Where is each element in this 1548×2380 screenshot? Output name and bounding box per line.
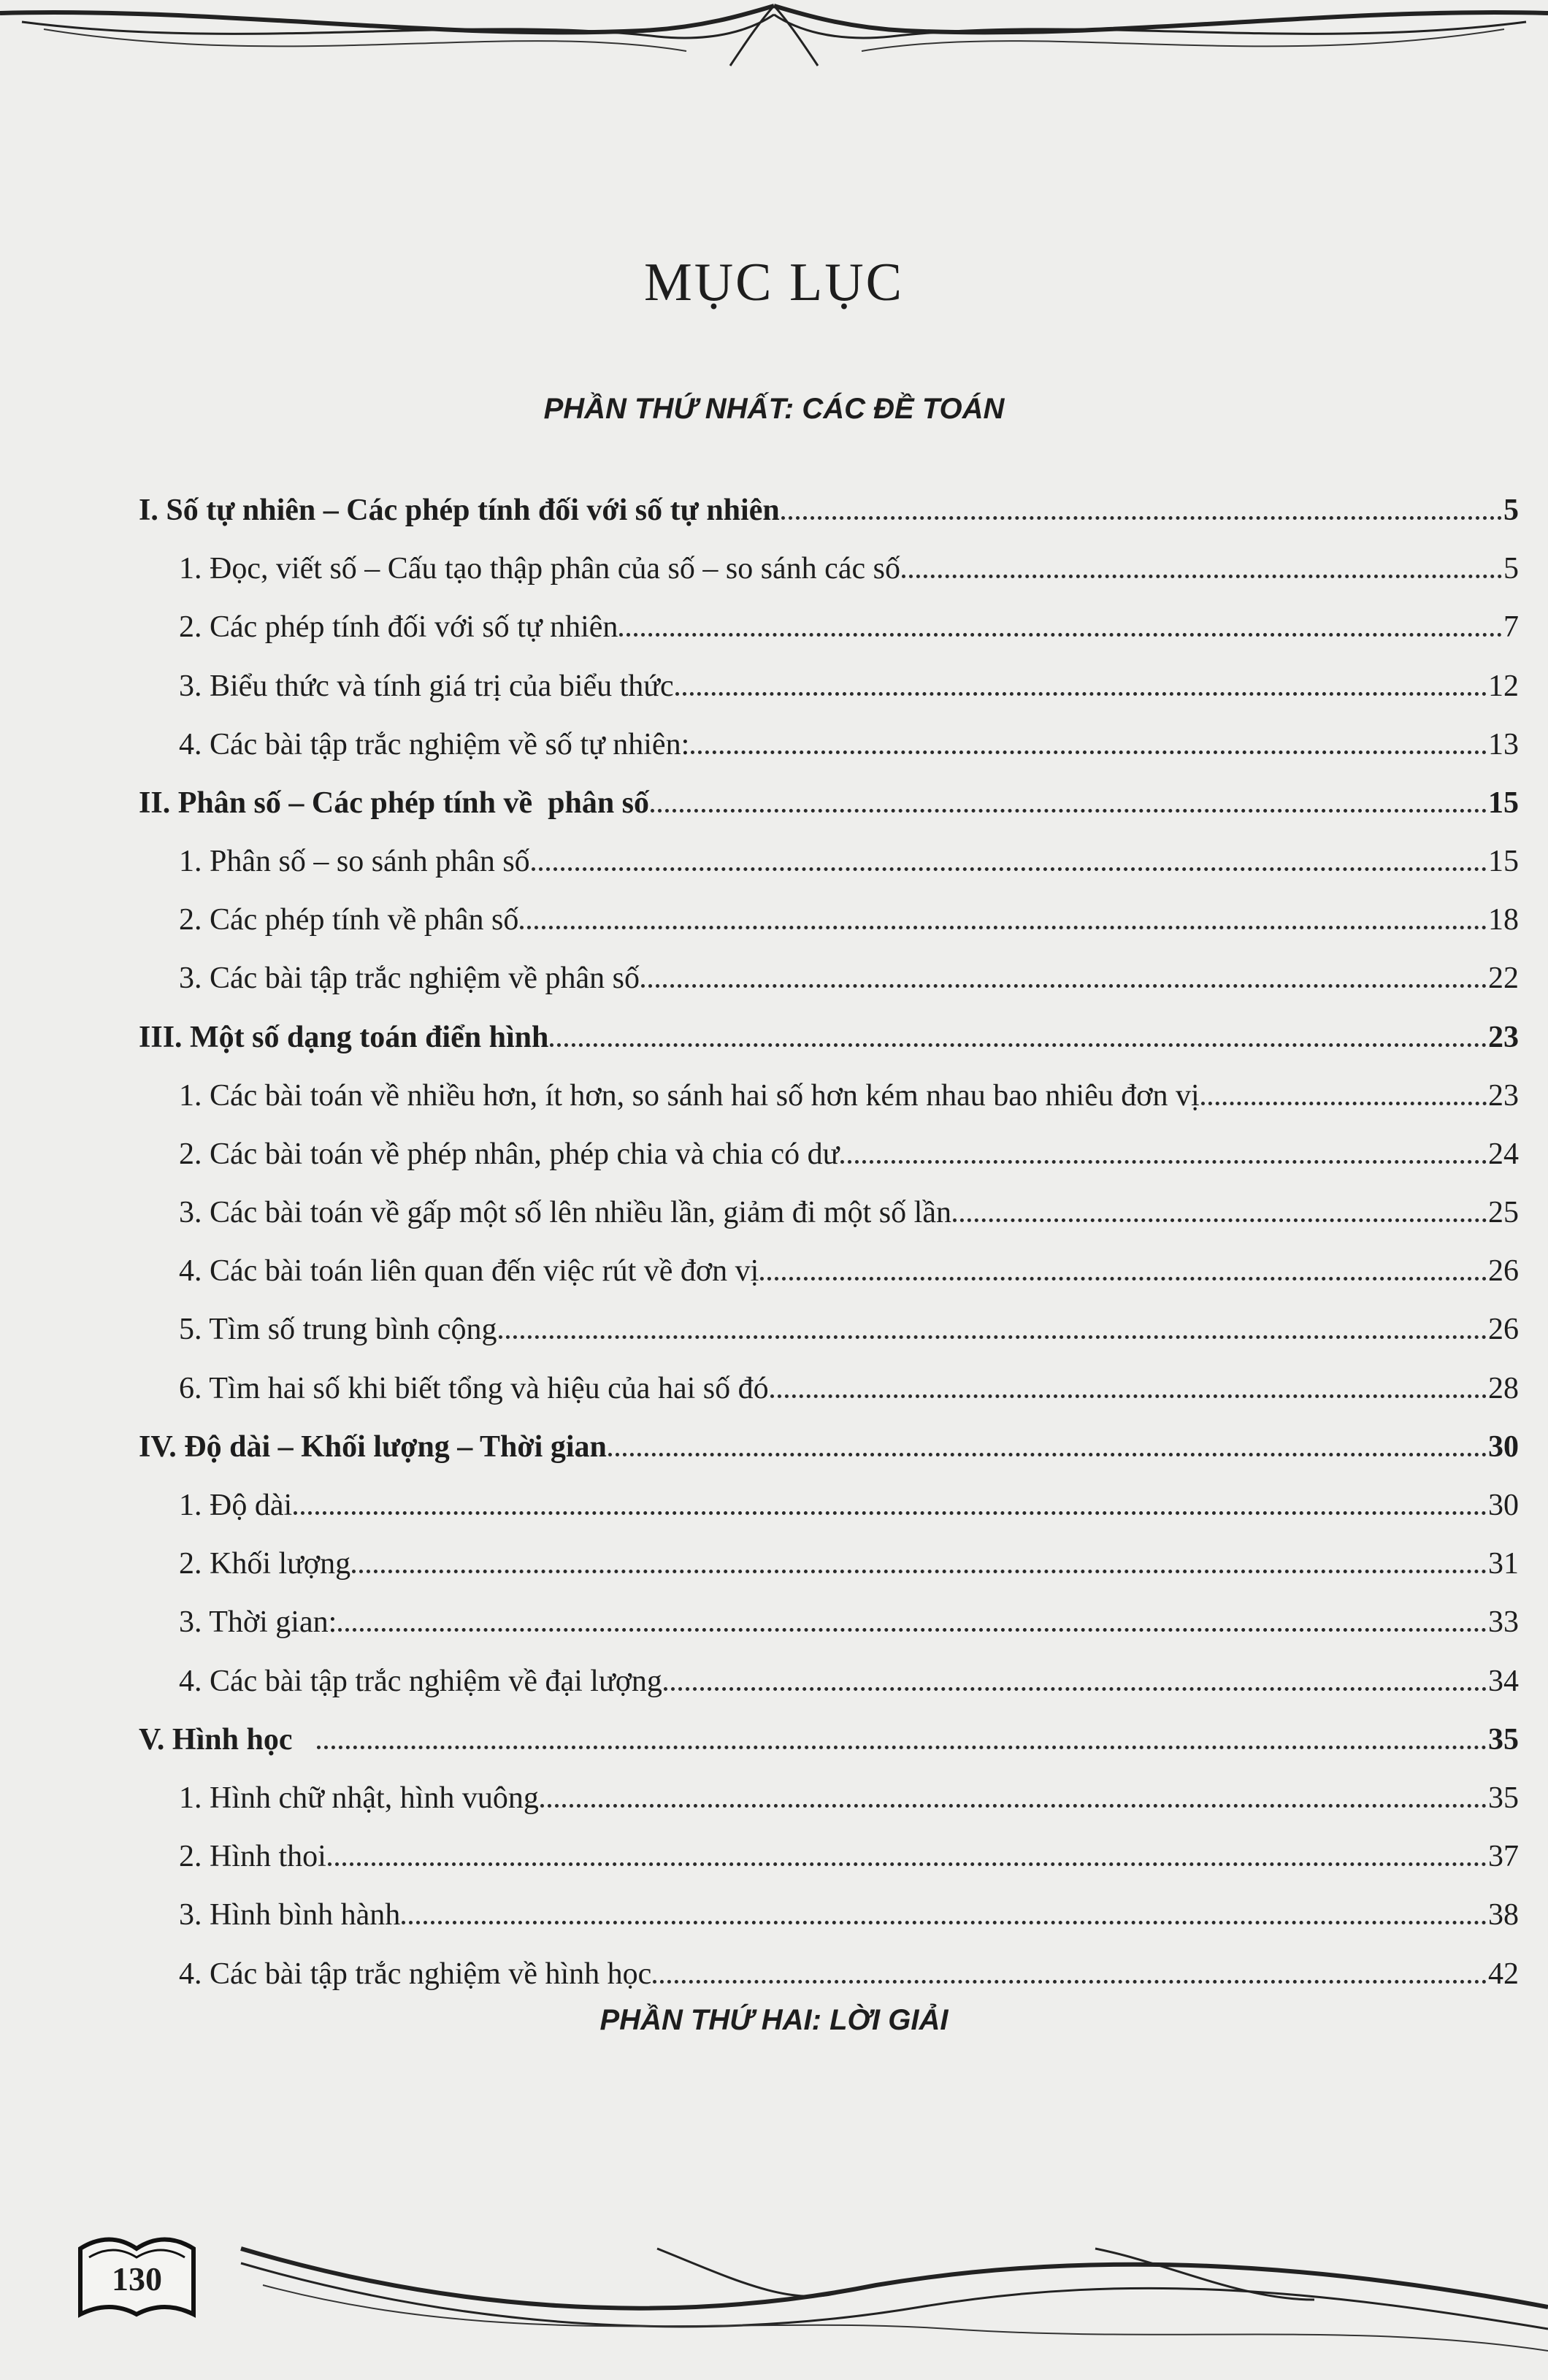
part-two-heading: PHẦN THỨ HAI: LỜI GIẢI bbox=[599, 2004, 949, 2036]
dot-leader bbox=[619, 633, 1502, 637]
toc-page-number: 5 bbox=[1503, 494, 1519, 527]
toc-page-number: 33 bbox=[1488, 1605, 1519, 1639]
toc-label: 3. Các bài tập trắc nghiệm về phân số bbox=[179, 961, 640, 995]
toc-label: 1. Độ dài bbox=[179, 1489, 293, 1522]
toc-label: 2. Khối lượng bbox=[179, 1547, 351, 1581]
toc-page-number: 31 bbox=[1488, 1547, 1519, 1581]
toc-label: 4. Các bài tập trắc nghiệm về đại lượng bbox=[179, 1665, 662, 1698]
dot-leader bbox=[402, 1921, 1487, 1924]
toc-label: V. Hình học bbox=[139, 1723, 315, 1757]
dot-leader bbox=[520, 926, 1487, 929]
toc-item[interactable] bbox=[0, 1235, 1519, 1286]
dot-leader bbox=[338, 1628, 1487, 1632]
toc-item[interactable] bbox=[0, 533, 1519, 584]
toc-item[interactable] bbox=[0, 826, 1519, 877]
toc-label: 1. Đọc, viết số – Cấu tạo thập phân của số – so sánh các số bbox=[179, 552, 900, 586]
toc-label: 2. Các phép tính về phân số bbox=[179, 903, 519, 937]
toc-page-number: 15 bbox=[1488, 845, 1519, 878]
dot-leader bbox=[781, 516, 1502, 520]
toc-item[interactable] bbox=[0, 650, 1519, 702]
toc-item[interactable] bbox=[0, 1353, 1519, 1404]
toc-page-number: 15 bbox=[1488, 786, 1519, 820]
dot-leader bbox=[675, 692, 1487, 696]
toc-page-number: 23 bbox=[1488, 1021, 1519, 1054]
toc-page-number: 18 bbox=[1488, 903, 1519, 937]
toc-label: 2. Hình thoi bbox=[179, 1840, 326, 1873]
dot-leader bbox=[760, 1277, 1487, 1281]
dot-leader bbox=[608, 1453, 1487, 1456]
toc-item[interactable] bbox=[0, 1879, 1519, 1930]
toc-item[interactable] bbox=[0, 1821, 1519, 1872]
toc-label: 3. Biểu thức và tính giá trị của biểu thức bbox=[179, 669, 674, 703]
toc-page-number: 26 bbox=[1488, 1313, 1519, 1346]
toc-item[interactable] bbox=[0, 1762, 1519, 1813]
toc-page-number: 22 bbox=[1488, 961, 1519, 995]
toc-item[interactable] bbox=[0, 1938, 1519, 1989]
toc-page-number: 25 bbox=[1488, 1196, 1519, 1229]
toc-label: 1. Hình chữ nhật, hình vuông bbox=[179, 1781, 539, 1815]
toc-page-number: 13 bbox=[1488, 728, 1519, 761]
toc-label: 1. Các bài toán về nhiều hơn, ít hơn, so sánh hai số hơn kém nhau bao nhiêu đơn vị bbox=[179, 1079, 1200, 1113]
dot-leader bbox=[691, 751, 1487, 754]
dot-leader bbox=[532, 867, 1487, 871]
toc-item[interactable] bbox=[0, 1060, 1519, 1111]
toc-label: 3. Các bài toán về gấp một số lên nhiều lần, giảm đi một số lần bbox=[179, 1196, 951, 1229]
toc-item[interactable] bbox=[0, 1177, 1519, 1228]
toc-section[interactable] bbox=[0, 1704, 1519, 1755]
toc-section[interactable] bbox=[0, 475, 1519, 526]
part-one-heading: PHẦN THỨ NHẤT: CÁC ĐỀ TOÁN bbox=[543, 393, 1005, 425]
toc-label: 2. Các bài toán về phép nhân, phép chia và chia có dư bbox=[179, 1137, 840, 1171]
toc-item[interactable] bbox=[0, 884, 1519, 935]
toc-label: III. Một số dạng toán điển hình bbox=[139, 1021, 549, 1054]
toc-page-number: 38 bbox=[1488, 1898, 1519, 1932]
toc-item[interactable] bbox=[0, 943, 1519, 994]
dot-leader bbox=[1201, 1102, 1487, 1105]
toc-label: 4. Các bài toán liên quan đến việc rút về đơn vị bbox=[179, 1254, 759, 1288]
toc-label: 2. Các phép tính đối với số tự nhiên bbox=[179, 610, 618, 644]
toc-page-number: 35 bbox=[1488, 1723, 1519, 1757]
toc-label: 4. Các bài tập trắc nghiệm về hình học bbox=[179, 1957, 652, 1991]
toc-item[interactable] bbox=[0, 1118, 1519, 1170]
toc-page-number: 37 bbox=[1488, 1840, 1519, 1873]
dot-leader bbox=[294, 1511, 1487, 1515]
toc-page-number: 28 bbox=[1488, 1372, 1519, 1405]
toc-section[interactable] bbox=[0, 1411, 1519, 1462]
dot-leader bbox=[953, 1218, 1487, 1222]
toc-page-number: 42 bbox=[1488, 1957, 1519, 1991]
toc-page-number: 7 bbox=[1503, 610, 1519, 644]
dot-leader bbox=[328, 1862, 1487, 1866]
toc-section[interactable] bbox=[0, 1002, 1519, 1053]
page-title: MỤC LỤC bbox=[643, 253, 905, 312]
dot-leader bbox=[499, 1335, 1487, 1339]
toc-label: 3. Hình bình hành bbox=[179, 1898, 401, 1932]
toc-page-number: 35 bbox=[1488, 1781, 1519, 1815]
toc-page-number: 34 bbox=[1488, 1665, 1519, 1698]
toc-label: 5. Tìm số trung bình cộng bbox=[179, 1313, 497, 1346]
toc-label: 3. Thời gian: bbox=[179, 1605, 337, 1639]
dot-leader bbox=[653, 1980, 1487, 1984]
toc-page-number: 12 bbox=[1488, 669, 1519, 703]
toc-item[interactable] bbox=[0, 1586, 1519, 1638]
bottom-swirl-ornament bbox=[0, 2219, 1548, 2380]
toc-item[interactable] bbox=[0, 1294, 1519, 1345]
toc-label: 1. Phân số – so sánh phân số bbox=[179, 845, 530, 878]
toc-section[interactable] bbox=[0, 767, 1519, 818]
toc-page-number: 24 bbox=[1488, 1137, 1519, 1171]
toc-page-number: 5 bbox=[1503, 552, 1519, 586]
toc-page-number: 23 bbox=[1488, 1079, 1519, 1113]
toc-page-number: 30 bbox=[1488, 1430, 1519, 1464]
toc-item[interactable] bbox=[0, 709, 1519, 760]
toc-item[interactable] bbox=[0, 591, 1519, 642]
dot-leader bbox=[770, 1394, 1487, 1398]
toc-label: II. Phân số – Các phép tính về phân số bbox=[139, 786, 650, 820]
page-number: 130 bbox=[112, 2260, 162, 2298]
dot-leader bbox=[840, 1160, 1487, 1164]
dot-leader bbox=[352, 1570, 1487, 1573]
toc-label: 6. Tìm hai số khi biết tổng và hiệu của hai số đó bbox=[179, 1372, 769, 1405]
top-swirl-ornament bbox=[0, 0, 1548, 102]
toc-page-number: 26 bbox=[1488, 1254, 1519, 1288]
dot-leader bbox=[317, 1746, 1487, 1749]
toc-item[interactable] bbox=[0, 1470, 1519, 1521]
toc-label: IV. Độ dài – Khối lượng – Thời gian bbox=[139, 1430, 607, 1464]
dot-leader bbox=[550, 1043, 1487, 1047]
toc-label: I. Số tự nhiên – Các phép tính đối với số tự nhiên bbox=[139, 494, 780, 527]
dot-leader bbox=[651, 809, 1487, 813]
dot-leader bbox=[540, 1804, 1487, 1808]
dot-leader bbox=[902, 575, 1502, 578]
toc-page-number: 30 bbox=[1488, 1489, 1519, 1522]
dot-leader bbox=[664, 1687, 1487, 1691]
dot-leader bbox=[641, 984, 1487, 988]
toc-item[interactable] bbox=[0, 1646, 1519, 1697]
toc-label: 4. Các bài tập trắc nghiệm về số tự nhiên: bbox=[179, 728, 690, 761]
toc-item[interactable] bbox=[0, 1528, 1519, 1579]
